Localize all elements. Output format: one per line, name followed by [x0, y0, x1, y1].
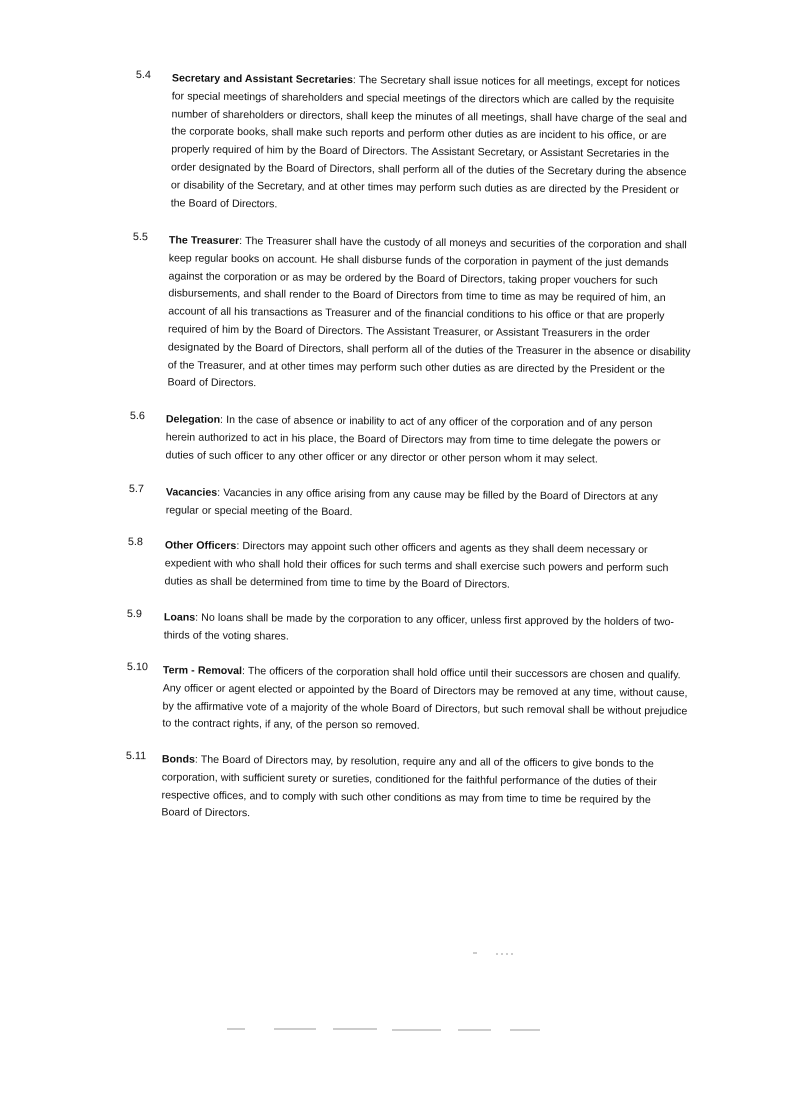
- section-number: 5.8: [127, 536, 144, 549]
- section-number: 5.5: [132, 231, 149, 244]
- section-number: 5.9: [126, 608, 143, 621]
- section-text: : Directors may appoint such other officers and agents as they shall deem necessary or expedient with who shall hold their offices for such terms and shall exercise such powers and perform such duties as shall be determined from time to time by the Board of Directors.: [164, 540, 669, 591]
- section-number: 5.6: [129, 410, 146, 423]
- section-title: The Treasurer: [168, 234, 240, 248]
- section-title: Secretary and Assistant Secretaries: [171, 72, 353, 87]
- section-text: : The Board of Directors may, by resolution, require any and all of the officers to give bonds to the corporation, with sufficient surety or sureties, conditioned for the faithful performance of the duties of their respective offices, and to comply with such other conditions as may from time to time be required by the Board of Directors.: [161, 753, 657, 820]
- section-text: : Vacancies in any office arising from any cause may be filled by the Board of Directors at any regular or special meeting of the Board.: [165, 486, 658, 518]
- section-text: : The Secretary shall issue notices for all meetings, except for notices for special meetings of shareholders and special meetings of the directors which are called by the requisite number of shareholders or directors, shall keep the minutes of all meetings, shall have charge of the seal and the corporate books, shall make such reports and perform other duties as are incident to his office, or are properly required of him by the Board of Directors. The Assistant Secretary, or Assistant Secretaries in the order designated by the Board of Directors, shall perform all of the duties of the Secretary during the absence or disability of the Secretary, and at other times may perform such duties as are directed by the President or the Board of Directors.: [170, 74, 687, 210]
- section-title: Vacancies: [165, 486, 218, 499]
- section-title: Loans: [163, 611, 196, 624]
- section-number: 5.4: [135, 69, 152, 82]
- section-text: : The officers of the corporation shall hold office until their successors are chosen and qualify. Any officer or agent elected or appointed by the Board of Directors may be removed at any time, without cause, by the affirmative vote of a majority of the whole Board of Directors, but such removal shall be without prejudice to the contract rights, if any, of the person so removed.: [162, 665, 688, 733]
- section-title: Bonds: [161, 753, 195, 766]
- section-text: : In the case of absence or inability to act of any officer of the corporation and of any person herein authorized to act in his place, the Board of Directors may from time to time delegate the powers or duties of such officer to any other officer or any director or other person whom it may select.: [165, 413, 661, 466]
- section-title: Other Officers: [164, 539, 237, 553]
- section-text: : The Treasurer shall have the custody of all moneys and securities of the corporation and shall keep regular books on account. He shall disburse funds of the corporation in payment of the just demands against the corporation or as may be ordered by the Board of Directors, taking proper vouchers for such disbursements, and shall render to the Board of Directors from time to time as may be required of him, an account of all his transactions as Treasurer and of the financial conditions to his office or that are properly required of him by the Board of Directors. The Assistant Treasurer, or Assistant Treasurers in the order designated by the Board of Directors, shall perform all of the duties of the Treasurer in the absence or disability of the Treasurer, and at other times may perform such other duties as are directed by the President or the Board of Directors.: [167, 235, 691, 390]
- section-text: : No loans shall be made by the corporation to any officer, unless first approved by the holders of two-thirds of the voting shares.: [163, 611, 674, 643]
- section-number: 5.11: [125, 750, 147, 763]
- section-number: 5.7: [128, 483, 145, 496]
- section-title: Delegation: [165, 413, 221, 426]
- section-title: Term - Removal: [162, 664, 243, 678]
- section-number: 5.10: [126, 661, 149, 674]
